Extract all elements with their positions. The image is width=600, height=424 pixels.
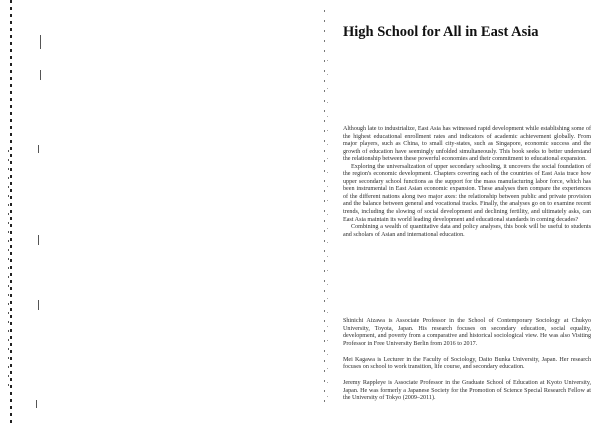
blurb-paragraph: Although late to industrialize, East Asia has witnessed rapid development while establishing some of the highest educational enrollment rates and indicators of academic achievement globally. From major players, such as China, to small city-states, such as Singapore, economic success and the growth of education have seemingly unfolded simultaneously. This book seeks to better understand the relationship between these powerful economies and their commitment to educational expansion. bbox=[343, 126, 591, 163]
author-bio: Mei Kagawa is Lecturer in the Faculty of Sociology, Daito Bunka University, Japan. Her research focuses on school to work transition, life course, and secondary education. bbox=[343, 356, 591, 371]
left-spine-marks bbox=[10, 0, 12, 424]
left-page-tick bbox=[38, 145, 39, 153]
left-page-tick bbox=[38, 300, 39, 310]
left-page-tick bbox=[40, 35, 41, 49]
book-gutter bbox=[324, 10, 325, 410]
book-gutter-shadow bbox=[327, 60, 328, 400]
author-bios bbox=[343, 318, 591, 411]
author-bio: Jeremy Rappleye is Associate Professor in the Graduate School of Education at Kyoto University, Japan. He was formerly a Japanese Society for the Promotion of Science Special Research Fellow at the University of Tokyo (2009–2011). bbox=[343, 380, 591, 402]
left-page-tick bbox=[40, 70, 41, 80]
left-spine-shadow bbox=[8, 150, 9, 390]
blurb-paragraph: Exploring the universalization of upper secondary schooling, it uncovers the social foundation of the region's economic development. Chapters covering each of the countries of East Asia trace how upper secondary school functions as the support for the mass manufacturing labor force, which has been instrumental in East Asian economic expansion. These analyses then compare the experiences of the different nations along two major axes: the relationship between public and private provision and the balance between general and vocational tracks. Finally, the analyses go on to examine recent trends, including the slowing of social development and declining fertility, and ultimately asks, can East Asia maintain its world leading development and educational standards in coming decades? bbox=[343, 163, 591, 223]
left-page-tick bbox=[38, 235, 39, 245]
book-title: High School for All in East Asia bbox=[343, 24, 539, 40]
left-page-tick bbox=[36, 400, 37, 408]
author-bio: Shinichi Aizawa is Associate Professor in the School of Contemporary Sociology at Chukyo University, Toyota, Japan. His research focuses on secondary education, social equality, development, and poverty from a comparative and historical sociological view. He was also Visiting Professor in Free University Berlin from 2016 to 2017. bbox=[343, 318, 591, 347]
blurb-paragraph: Combining a wealth of quantitative data and policy analyses, this book will be useful to students and scholars of Asian and international education. bbox=[343, 224, 591, 238]
back-cover-blurb bbox=[343, 126, 591, 239]
